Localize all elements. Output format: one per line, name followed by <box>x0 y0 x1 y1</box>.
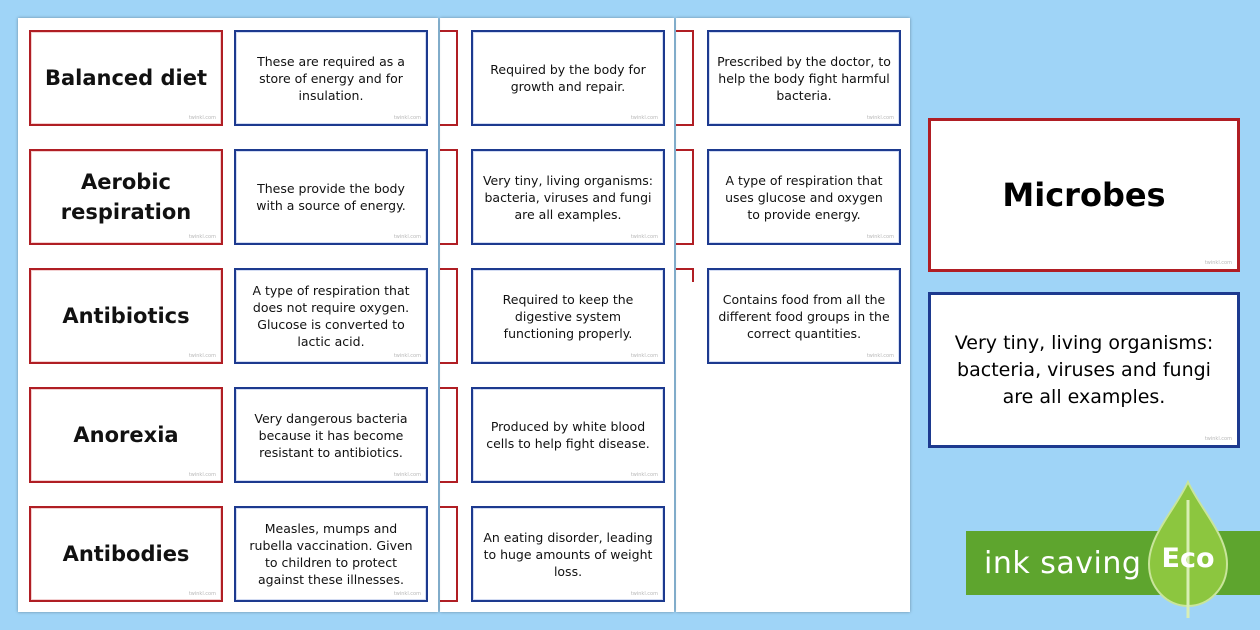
worksheet-page-1 <box>18 18 438 612</box>
watermark: twinkl.com <box>188 234 216 240</box>
definition-text: Very tiny, living organisms: bacteria, viruses and fungi are all examples. <box>482 172 654 222</box>
partial-term-card <box>440 30 458 126</box>
term-card <box>29 149 223 245</box>
definition-card <box>234 30 428 126</box>
worksheet-page-2 <box>440 18 674 612</box>
watermark: twinkl.com <box>630 234 658 240</box>
definition-text: Very dangerous bacteria because it has become resistant to antibiotics. <box>254 410 408 460</box>
watermark: twinkl.com <box>630 115 658 121</box>
watermark: twinkl.com <box>393 353 421 359</box>
ink-saving-text: ink saving <box>984 545 1142 581</box>
partial-term-card <box>440 268 458 364</box>
watermark: twinkl.com <box>188 591 216 597</box>
partial-term-card <box>676 268 694 282</box>
partial-term-card <box>440 506 458 602</box>
definition-text: These are required as a store of energy and for insulation. <box>257 53 405 103</box>
watermark: twinkl.com <box>393 234 421 240</box>
partial-term-card <box>440 149 458 245</box>
definition-text: Produced by white blood cells to help fight disease. <box>486 419 650 451</box>
definition-card <box>707 268 901 364</box>
definition-text: Required to keep the digestive system functioning properly. <box>502 291 634 341</box>
definition-text: Contains food from all the different food groups in the correct quantities. <box>718 291 890 341</box>
definition-card <box>471 30 665 126</box>
definition-card <box>707 30 901 126</box>
definition-text: A type of respiration that does not require oxygen. Glucose is converted to lactic acid. <box>252 283 410 349</box>
partial-term-card <box>440 387 458 483</box>
definition-card <box>471 149 665 245</box>
definition-card <box>707 149 901 245</box>
definition-text: Measles, mumps and rubella vaccination. Given to children to protect against these illnesses. <box>249 521 413 587</box>
preview-definition-text: Very tiny, living organisms: bacteria, viruses and fungi are all examples. <box>954 331 1214 408</box>
preview-term-card <box>928 118 1240 272</box>
term-text: Balanced diet <box>44 66 208 90</box>
term-card <box>29 387 223 483</box>
watermark: twinkl.com <box>393 472 421 478</box>
watermark: twinkl.com <box>630 591 658 597</box>
definition-card <box>234 268 428 364</box>
watermark: twinkl.com <box>866 234 894 240</box>
watermark: twinkl.com <box>1204 260 1232 266</box>
term-card <box>29 30 223 126</box>
term-text: Antibodies <box>62 542 190 566</box>
watermark: twinkl.com <box>188 472 216 478</box>
definition-text: A type of respiration that uses glucose and oxygen to provide energy. <box>725 172 883 222</box>
watermark: twinkl.com <box>630 353 658 359</box>
term-text: Anorexia <box>73 423 179 447</box>
watermark: twinkl.com <box>1204 436 1232 442</box>
eco-label: Eco <box>1161 543 1215 574</box>
watermark: twinkl.com <box>630 472 658 478</box>
watermark: twinkl.com <box>188 115 216 121</box>
definition-card <box>471 268 665 364</box>
watermark: twinkl.com <box>188 353 216 359</box>
watermark: twinkl.com <box>393 115 421 121</box>
term-card <box>29 506 223 602</box>
definition-card <box>234 387 428 483</box>
definition-card <box>471 387 665 483</box>
definition-text: Prescribed by the doctor, to help the body fight harmful bacteria. <box>717 53 891 103</box>
watermark: twinkl.com <box>866 115 894 121</box>
worksheet-page-3 <box>676 18 910 612</box>
definition-card <box>234 506 428 602</box>
term-text: Aerobic respiration <box>60 170 192 224</box>
definition-text: An eating disorder, leading to huge amounts of weight loss. <box>483 529 653 579</box>
partial-term-card <box>676 149 694 245</box>
term-text: Antibiotics <box>62 304 190 328</box>
partial-term-card <box>676 30 694 126</box>
watermark: twinkl.com <box>866 353 894 359</box>
term-card <box>29 268 223 364</box>
preview-term-text: Microbes <box>1002 176 1166 214</box>
preview-definition-card <box>928 292 1240 448</box>
watermark: twinkl.com <box>393 591 421 597</box>
definition-text: Required by the body for growth and repair. <box>490 62 646 94</box>
definition-text: These provide the body with a source of energy. <box>256 181 406 213</box>
definition-card <box>471 506 665 602</box>
definition-card <box>234 149 428 245</box>
